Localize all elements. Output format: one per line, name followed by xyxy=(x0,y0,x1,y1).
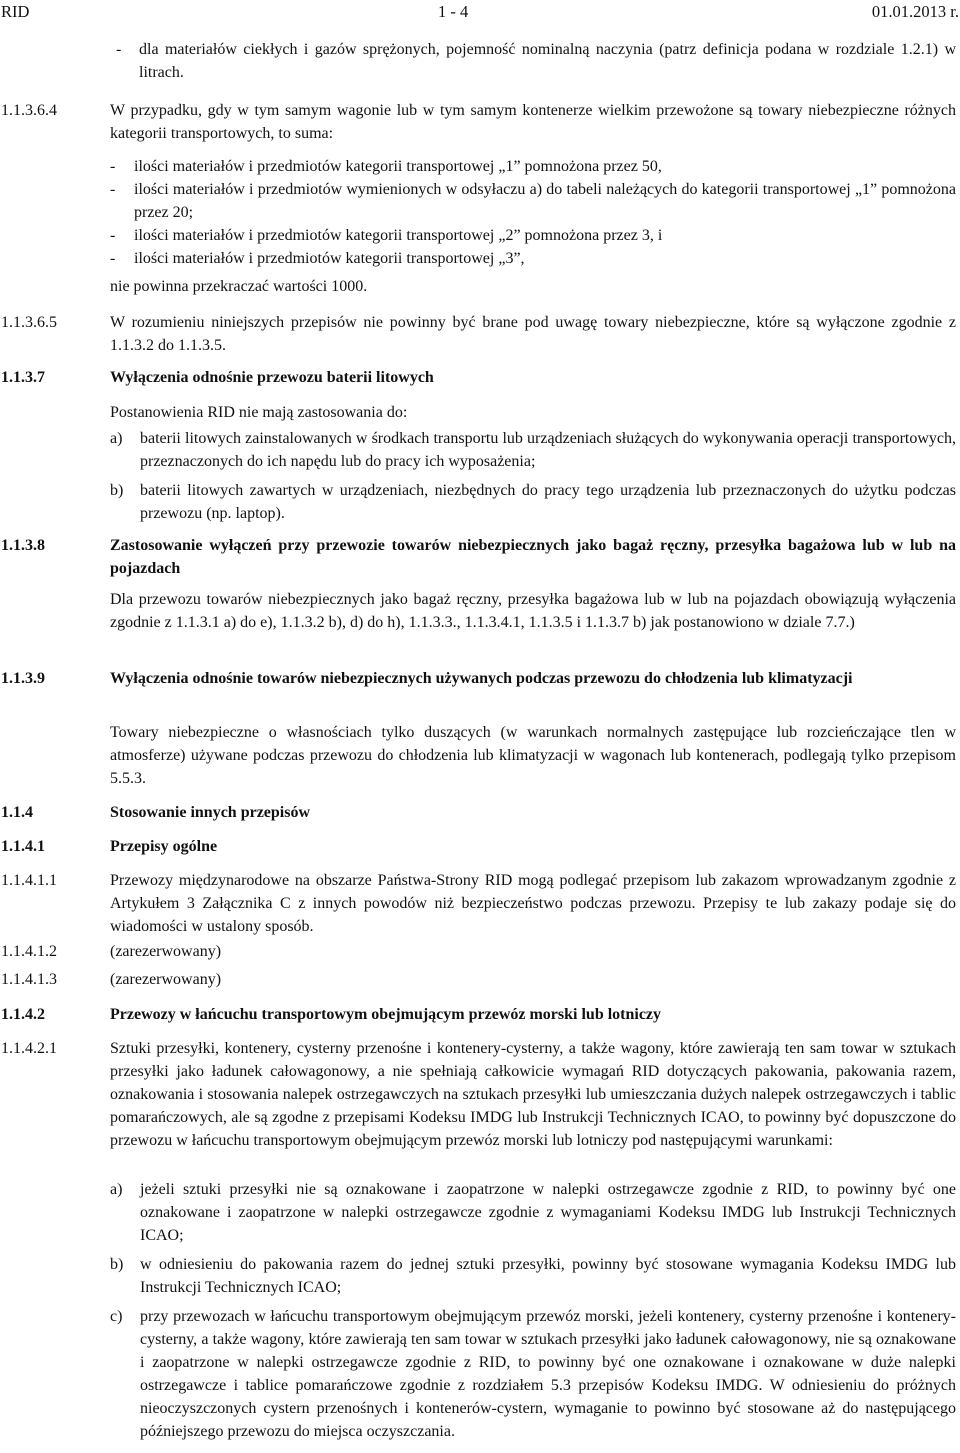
list-marker: b) xyxy=(110,482,124,499)
section-number: 1.1.4.2.1 xyxy=(1,1040,57,1057)
section-number: 1.1.3.6.4 xyxy=(1,102,57,119)
section-text: (zarezerwowany) xyxy=(110,943,222,960)
section-title: Przewozy w łańcuchu transportowym obejmującym przewóz morski lub lotniczy xyxy=(110,1006,662,1023)
list-marker: a) xyxy=(110,1181,123,1198)
list-item xyxy=(110,224,956,247)
list-item-text: w odniesieniu do pakowania razem do jednej sztuki przesyłki, powinny być stosowane wymagania Kodeksu IMDG lub Instrukcji Technicznych ICAO; xyxy=(140,1256,956,1296)
list-item-text: ilości materiałów i przedmiotów kategorii transportowej „3”, xyxy=(134,250,525,267)
section-text: Towary niebezpieczne o własnościach tylko duszących (w warunkach normalnych zastępujące lub rozcieńczające tlen w atmosferze) używane podczas przewozu do chłodzenia lub klimatyzacji w wagonach lub kontenerach, podlegają tylko przepisom 5.5.3. xyxy=(110,724,956,787)
list-item-text: baterii litowych zainstalowanych w środkach transportu lub urządzeniach służących do wykonywania operacji transportowych, przeznaczonych do ich napędu lub do pracy ich wyposażenia; xyxy=(140,430,956,470)
list-item-text: baterii litowych zawartych w urządzeniach, niezbędnych do pracy tego urządzenia lub przeznaczonych do użytku podczas przewozu (np. laptop). xyxy=(140,482,956,522)
list-item xyxy=(110,1305,956,1443)
header-doc-name: RID xyxy=(1,2,30,21)
section-number: 1.1.4.1.1 xyxy=(1,872,57,889)
page-header xyxy=(0,2,960,22)
list-item-text: ilości materiałów i przedmiotów kategorii transportowej „2” pomnożona przez 3, i xyxy=(134,227,663,244)
section-title: Stosowanie innych przepisów xyxy=(110,804,311,821)
section-number: 1.1.4.2 xyxy=(1,1006,45,1023)
section-text: Sztuki przesyłki, kontenery, cysterny przenośne i kontenery-cysterny, a także wagony, które zawierają ten sam towar w sztukach przesyłki jako ładunek całowagonowy, a nie spełniają całkowicie wymagań RID dotyczących pakowania, pakowania razem, oznakowania i stosowania nalepek ostrzegawczych na sztukach przesyłki lub umieszczania dużych nalepek ostrzegawczych i tablic pomarańczowych, ale są zgodne z przepisami Kodeksu IMDG lub Instrukcji Technicznych ICAO, to powinny być dopuszczone do przewozu w łańcuchu transportowym obejmującym przewóz morski lub lotniczy pod następującymi warunkami: xyxy=(110,1040,956,1149)
lithium-exemption-list xyxy=(110,427,956,525)
intro-dash: - xyxy=(116,41,122,58)
conditions-list xyxy=(110,1178,956,1443)
list-item-text: ilości materiałów i przedmiotów wymienionych w odsyłaczu a) do tabeli należących do kategorii transportowej „1” pomnożona przez 20; xyxy=(134,181,956,221)
section-title: Przepisy ogólne xyxy=(110,838,218,855)
intro-text: dla materiałów ciekłych i gazów sprężonych, pojemność nominalną naczynia (patrz definicja podana w rozdziale 1.2.1) w litrach. xyxy=(139,41,956,81)
list-marker: a) xyxy=(110,430,123,447)
list-item xyxy=(110,1178,956,1247)
section-text: W przypadku, gdy w tym samym wagonie lub w tym samym kontenerze wielkim przewożone są towary niebezpieczne różnych kategorii transportowych, to suma: xyxy=(110,102,956,142)
section-number: 1.1.4.1.2 xyxy=(1,943,57,960)
list-marker: - xyxy=(110,158,116,175)
section-number: 1.1.4.1.3 xyxy=(1,971,57,988)
section-lead: Postanowienia RID nie mają zastosowania do: xyxy=(110,404,408,421)
list-item xyxy=(110,479,956,525)
list-item-text: ilości materiałów i przedmiotów kategorii transportowej „1” pomnożona przez 50, xyxy=(134,158,662,175)
sum-list xyxy=(110,155,956,270)
list-item xyxy=(110,178,956,224)
section-title: Zastosowanie wyłączeń przy przewozie towarów niebezpiecznych jako bagaż ręczny, przesyłka bagażowa lub w lub na pojazdach xyxy=(110,537,956,577)
header-date: 01.01.2013 r. xyxy=(871,2,959,21)
list-item-text: jeżeli sztuki przesyłki nie są oznakowane i zaopatrzone w nalepki ostrzegawcze zgodnie z RID, to powinny być one oznakowane i zaopatrzone w nalepki ostrzegawcze zgodnie z wymaganiami Kodeksu IMDG lub Instrukcji Technicznych ICAO; xyxy=(140,1181,956,1244)
section-number: 1.1.3.7 xyxy=(1,369,45,386)
section-text: Dla przewozu towarów niebezpiecznych jako bagaż ręczny, przesyłka bagażowa lub w lub na pojazdach obowiązują wyłączenia zgodnie z 1.1.3.1 a) do e), 1.1.3.2 b), d) do h), 1.1.3.3., 1.1.3.4.1, 1.1.3.5 i 1.1.3.7 b) jak postanowiono w dziale 7.7.) xyxy=(110,591,956,631)
section-title: Wyłączenia odnośnie przewozu baterii litowych xyxy=(110,369,434,386)
list-marker: b) xyxy=(110,1256,124,1273)
list-marker: - xyxy=(110,181,116,198)
list-marker: c) xyxy=(110,1308,123,1325)
section-text: (zarezerwowany) xyxy=(110,971,222,988)
section-text: Przewozy międzynarodowe na obszarze Państwa-Strony RID mogą podlegać przepisom lub zakazom wprowadzanym zgodnie z Artykułem 3 Załącznika C z innych powodów niż bezpieczeństwo podczas przewozu. Przepisy te lub zakazy podaje się do wiadomości w ustalony sposób. xyxy=(110,872,956,935)
list-item-text: przy przewozach w łańcuchu transportowym obejmującym przewóz morski, jeżeli kontenery, cysterny przenośne i kontenery-cysterny, a także wagony, które zawierają ten sam towar w sztukach przesyłki jako ładunek całowagonowy, nie są oznakowane i zaopatrzone w nalepki ostrzegawcze zgodnie z RID, to powinny być one oznakowane i oznakowane w duże nalepki ostrzegawcze i tablice pomarańczowe zgodnie z rozdziałem 5.3 przepisów Kodeksu IMDG. W odniesieniu do próżnych nieoczyszczonych cystern przenośnych i kontenerów-cystern, wymaganie to powinno być stosowane aż do następującego późniejszego przewozu do miejsca oczyszczania. xyxy=(140,1308,956,1440)
list-marker: - xyxy=(110,250,116,267)
section-number: 1.1.3.8 xyxy=(1,537,45,554)
section-number: 1.1.3.9 xyxy=(1,670,45,687)
list-item xyxy=(110,427,956,473)
list-marker: - xyxy=(110,227,116,244)
header-page-number: 1 - 4 xyxy=(438,2,469,21)
list-item xyxy=(110,155,956,178)
section-number: 1.1.3.6.5 xyxy=(1,314,57,331)
section-number: 1.1.4.1 xyxy=(1,838,45,855)
sum-closing: nie powinna przekraczać wartości 1000. xyxy=(110,278,368,295)
section-number: 1.1.4 xyxy=(1,804,33,821)
list-item xyxy=(110,247,956,270)
section-text: W rozumieniu niniejszych przepisów nie powinny być brane pod uwagę towary niebezpieczne, które są wyłączone zgodnie z 1.1.3.2 do 1.1.3.5. xyxy=(110,314,956,354)
list-item xyxy=(110,1253,956,1299)
section-title: Wyłączenia odnośnie towarów niebezpiecznych używanych podczas przewozu do chłodzenia lub klimatyzacji xyxy=(110,670,853,687)
